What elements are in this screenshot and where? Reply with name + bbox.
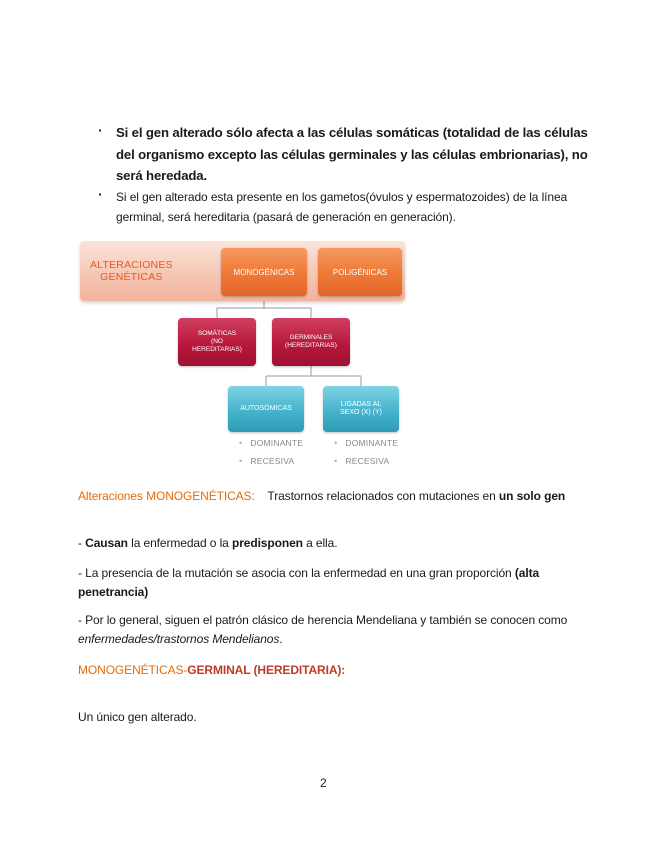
- ligadas-dominante: • DOMINANTE: [334, 438, 399, 448]
- point-penetrancia: - La presencia de la mutación se asocia con la enfermedad en una gran proporción (alta penetrancia): [78, 566, 540, 599]
- ligadas-recesiva: • RECESIVA: [334, 456, 390, 466]
- section-germinal-heading: MONOGENÉTICAS-GERMINAL (HEREDITARIA):: [78, 663, 346, 677]
- point-causan: - Causan la enfermedad o la predisponen a ella.: [78, 536, 338, 550]
- monogenicas-box: MONOGÉNICAS: [221, 248, 307, 296]
- diagram-title: ALTERACIONES GENÉTICAS: [90, 259, 173, 283]
- poligenicas-box: POLIGÉNICAS: [318, 248, 402, 296]
- autosomicas-dominante: • DOMINANTE: [239, 438, 304, 448]
- unico-gen-text: Un único gen alterado.: [78, 710, 197, 724]
- germinales-box: GERMINALES (HEREDITARIAS): [272, 318, 350, 366]
- bullet-marker: ▪: [98, 190, 102, 199]
- autosomicas-box: AUTOSÓMICAS: [228, 386, 304, 432]
- bullet-text-somatic: Si el gen alterado sólo afecta a las células somáticas (totalidad de las células del organismo excepto las células germinales y las células embrionarias), no será heredada.: [116, 125, 588, 183]
- page-number: 2: [320, 776, 327, 790]
- section-monogeneticas: Alteraciones MONOGENÉTICAS: Trastornos relacionados con mutaciones en un solo gen: [78, 489, 566, 503]
- autosomicas-recesiva: • RECESIVA: [239, 456, 295, 466]
- section-label: Alteraciones MONOGENÉTICAS:: [78, 489, 255, 503]
- bullet-marker: ▪: [98, 126, 102, 135]
- bullet-text-germinal: Si el gen alterado esta presente en los gametos(óvulos y espermatozoides) de la línea germinal, será hereditaria (pasará de generación en generación).: [116, 190, 568, 224]
- point-mendeliana: - Por lo general, siguen el patrón clásico de herencia Mendeliana y también se conocen como enfermedades/trastornos Mendelianos.: [78, 613, 568, 646]
- somaticas-box: SOMÁTICAS (NO HEREDITARIAS): [178, 318, 256, 366]
- ligadas-box: LIGADAS AL SEXO (X) (Y): [323, 386, 399, 432]
- genetic-alterations-diagram: [80, 238, 410, 478]
